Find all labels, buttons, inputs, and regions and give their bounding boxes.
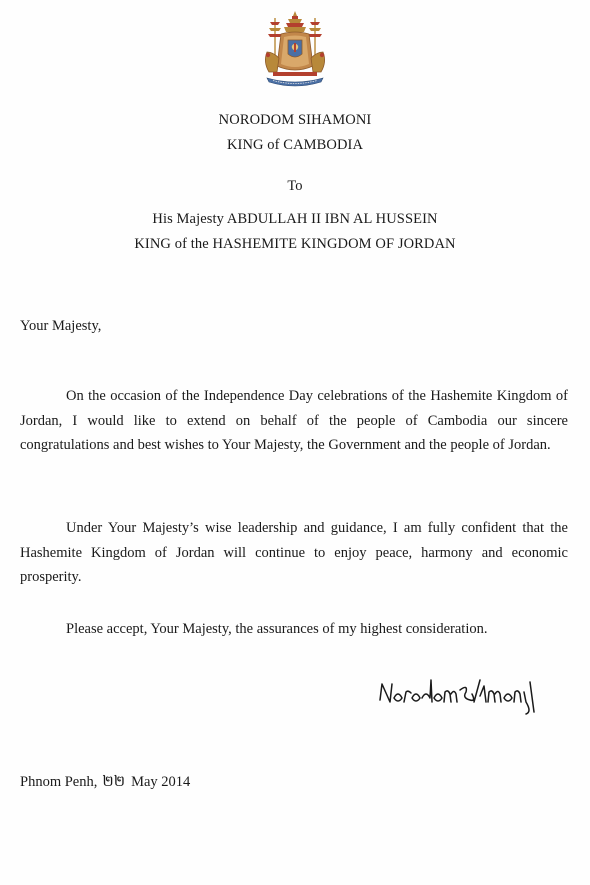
- dateline-place: Phnom Penh,: [20, 774, 98, 790]
- dateline-month-year: May 2014: [131, 774, 191, 790]
- sender-title: KING of CAMBODIA: [226, 137, 364, 153]
- salutation: Your Majesty,: [20, 318, 102, 334]
- royal-emblem-icon: [253, 8, 337, 92]
- to-label: To: [287, 178, 303, 194]
- paragraph-1-text: On the occasion of the Independence Day celebrations of the Hashemite Kingdom of Jordan, I would like to extend on behalf of the people of Cambodia our sincere congratulations and best wishes to Your Majesty, the Government and the people of Jordan.: [20, 388, 568, 453]
- dateline: [20, 772, 190, 794]
- dateline-day: ២២: [102, 774, 126, 790]
- paragraph-2-text: Under Your Majesty’s wise leadership and guidance, I am fully confident that the Hashemite Kingdom of Jordan will continue to enjoy peace, harmony and economic prosperity.: [20, 520, 568, 585]
- body-paragraph-1: [20, 384, 568, 458]
- addressee-name: His Majesty ABDULLAH II IBN AL HUSSEIN: [152, 211, 438, 227]
- body-paragraph-2: [20, 516, 568, 590]
- addressee-title: KING of the HASHEMITE KINGDOM OF JORDAN: [134, 236, 456, 252]
- sender-name: NORODOM SIHAMONI: [218, 112, 372, 128]
- body-paragraph-3: [20, 617, 568, 642]
- handwritten-signature: [376, 672, 544, 716]
- paragraph-3-text: Please accept, Your Majesty, the assurances of my highest consideration.: [66, 621, 488, 637]
